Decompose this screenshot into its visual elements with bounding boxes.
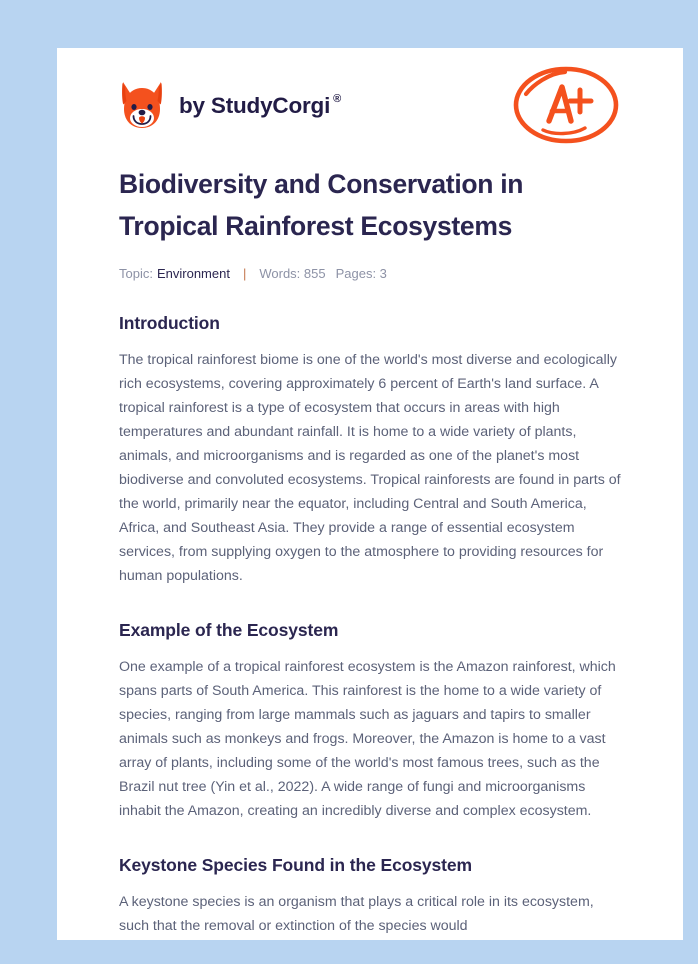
section-paragraph: One example of a tropical rainforest ecosystem is the Amazon rainforest, which spans parts of South America. This rainforest is the home to a wide variety of species, ranging from large mammals such as jaguars and tapirs to smaller animals such as monkeys and frogs. Moreover, the Amazon is home to a vast array of plants, including some of the world's most famous trees, such as the Brazil nut tree (Yin et al., 2022). A wide range of fungi and microorganisms inhabit the Amazon, creating an incredibly diverse and complex ecosystem. (119, 658, 616, 819)
section-heading-introduction: Introduction (119, 312, 220, 333)
document-meta (119, 266, 621, 281)
brand-logo[interactable] (119, 80, 341, 132)
a-plus-circle-icon (509, 63, 621, 149)
document-page (57, 48, 683, 940)
section-heading-keystone-species: Keystone Species Found in the Ecosystem (119, 854, 473, 875)
topic-link[interactable]: Environment (156, 265, 230, 281)
topic-label: Topic: (119, 265, 153, 281)
word-count: Words: 855 (259, 265, 326, 281)
brand-name (179, 93, 341, 119)
section-paragraph: The tropical rainforest biome is one of the world's most diverse and ecologically rich ecosystems, covering approximately 6 percent of Earth's land surface. A tropical rainforest is a type of ecosystem that occurs in areas with high temperatures and abundant rainfall. It is home to a wide variety of plants, animals, and microorganisms and is regarded as one of the planet's most biodiverse and convoluted ecosystems. Tropical rainforests are found in parts of the world, primarily near the equator, including Central and South America, Africa, and Southeast Asia. They provide a range of essential ecosystem services, from supplying oxygen to the atmosphere to providing resources for human populations. (119, 351, 621, 584)
section-heading-example-of-the-ecosystem: Example of the Ecosystem (119, 619, 339, 640)
registered-mark: ® (333, 93, 342, 105)
corgi-face-icon (119, 80, 165, 132)
page-title: Biodiversity and Conservation in Tropical Rainforest Ecosystems (119, 169, 524, 241)
meta-separator: | (242, 265, 247, 281)
section-paragraph: A keystone species is an organism that plays a critical role in its ecosystem, such that the removal or extinction of the species would (119, 893, 594, 934)
page-header (119, 48, 621, 158)
brand-name-text: by StudyCorgi (179, 93, 331, 118)
page-count: Pages: 3 (335, 265, 387, 281)
